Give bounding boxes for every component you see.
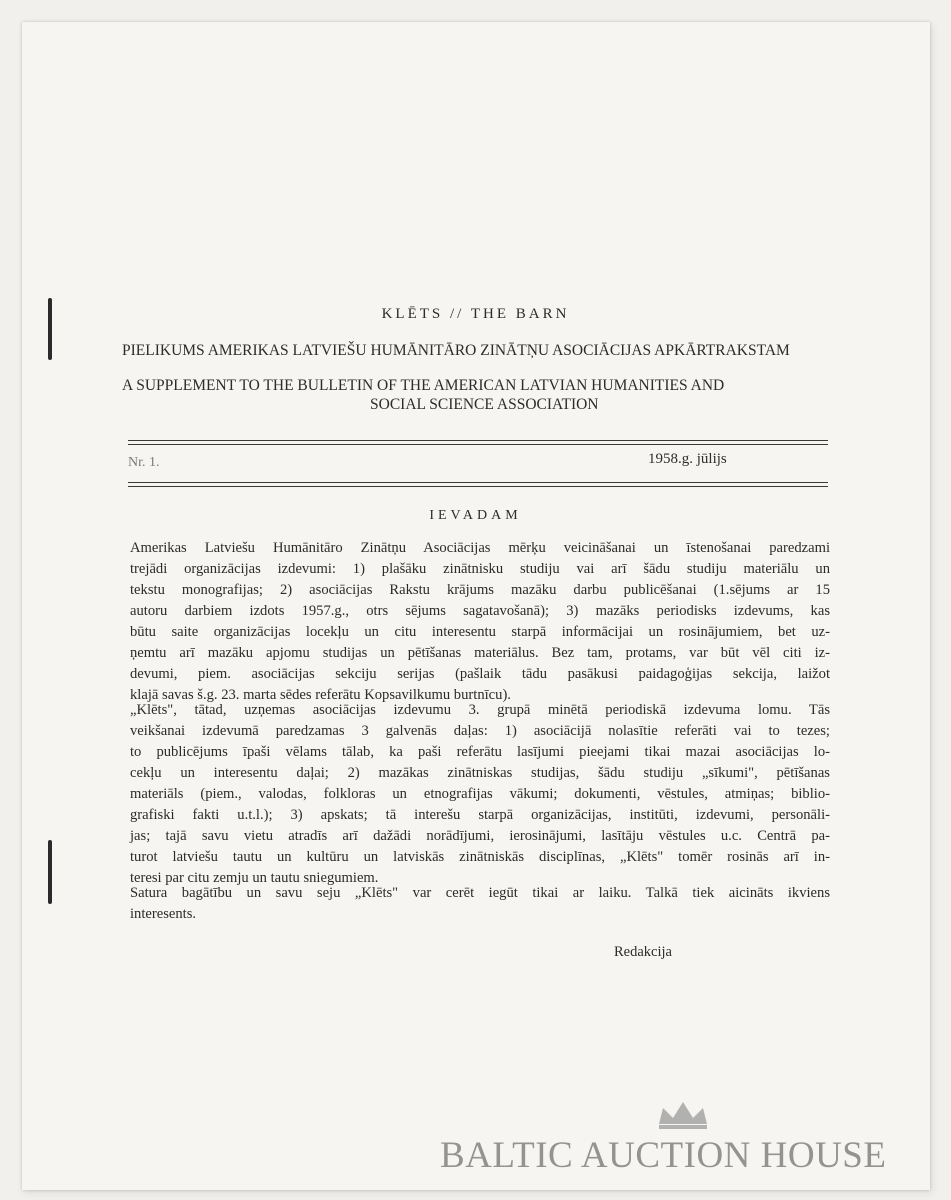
- text-line: tekstu monografijas; 2) asociācijas Rakstu krājums mazāku darbu publicēšanai (1.sējums ar 15: [130, 582, 830, 598]
- text-line: veikšanai izdevumā paredzamas 3 galvenās daļas: 1) asociācijā nolasītie referāti vai to tezes;: [130, 723, 830, 739]
- issue-number: Nr. 1.: [128, 455, 160, 470]
- section-heading: IEVADAM: [429, 508, 522, 523]
- header-rule: [128, 440, 828, 441]
- text-line: to publicējums īpaši vēlams tālab, ka paši referātu lasījumi pieejami tikai mazai asociācijas lo-: [130, 744, 830, 760]
- text-line: Amerikas Latviešu Humānitāro Zinātņu Asociācijas mērķu veicināšanai un īstenošanai paredzami: [130, 540, 830, 556]
- text-line: devumi, piem. asociācijas sekciju serijas (pašlaik tādu pasākusi paidagoģijas sekcija, laižot: [130, 666, 830, 682]
- text-line: autoru darbiem izdots 1957.g., otrs sējums sagatavošanā); 3) mazāks periodisks izdevums, kas: [130, 603, 830, 619]
- paragraph-closing: [130, 883, 830, 925]
- text-line: interesents.: [130, 906, 197, 922]
- staple-bottom: [48, 840, 52, 904]
- subtitle-english-line2: SOCIAL SCIENCE ASSOCIATION: [370, 396, 599, 413]
- issue-date: 1958.g. jūlijs: [648, 451, 727, 467]
- signature: Redakcija: [614, 944, 672, 960]
- header-rule: [128, 486, 828, 487]
- crown-icon: [655, 1100, 711, 1130]
- text-line: jas; tajā savu vietu atradīs arī dažādi norādījumi, ierosinājumi, lasītāju vēstules u.c. Centrā pa-: [130, 828, 830, 844]
- text-line: ņemtu arī mazāku apjomu studijas un pētīšanas materiālus. Bez tam, protams, var būt vēl citi iz-: [130, 645, 830, 661]
- text-line: „Klēts", tātad, uzņemas asociācijas izdevumu 3. grupā minētā periodiskā izdevuma lomu. Tās: [130, 702, 830, 718]
- text-line: turot latviešu tautu un kultūru un latviskās zinātniskās disciplīnas, „Klēts" tomēr rosinās arī in-: [130, 849, 830, 865]
- text-line: cekļu un interesentu daļai; 2) mazākas zinātniskas studijas, šādu studiju „sīkumi", pētīšanas: [130, 765, 830, 781]
- header-rule: [128, 482, 828, 483]
- text-line: materiāls (piem., valodas, folkloras un etnografijas vākumi; dokumenti, vēstules, atmiņas; biblio-: [130, 786, 830, 802]
- watermark-text: BALTIC AUCTION HOUSE: [440, 1135, 887, 1176]
- text-line: Satura bagātību un savu seju „Klēts" var cerēt iegūt tikai ar laiku. Talkā tiek aicināts ikviens: [130, 885, 830, 901]
- text-line: grafiski fakti u.t.l.); 3) apskats; tā interešu starpā organizācijas, institūti, izdevumi, personāli-: [130, 807, 830, 823]
- text-line: klajā savas š.g. 23. marta sēdes referātu Kopsavilkumu burtnīcu).: [130, 687, 511, 703]
- text-line: teresi par citu zemju un tautu sniegumiem.: [130, 870, 379, 886]
- subtitle-latvian: PIELIKUMS AMERIKAS LATVIEŠU HUMĀNITĀRO ZINĀTŅU ASOCIĀCIJAS APKĀRTRAKSTAM: [122, 342, 790, 359]
- subtitle-english-line1: A SUPPLEMENT TO THE BULLETIN OF THE AMERICAN LATVIAN HUMANITIES AND: [122, 377, 725, 394]
- text-line: būtu saite organizācijas locekļu un citu interesentu starpā informācijai un rosinājumiem, bet uz-: [130, 624, 830, 640]
- subtitle-english: [122, 376, 802, 414]
- document-title: KLĒTS // THE BARN: [381, 306, 570, 322]
- text-line: trejādi organizācijas izdevumi: 1) plašāku zinātnisku studiju vai arī šādu studiju materiālu un: [130, 561, 830, 577]
- paragraph-scope: [130, 700, 830, 889]
- header-rule: [128, 444, 828, 445]
- paragraph-intro: [130, 538, 830, 706]
